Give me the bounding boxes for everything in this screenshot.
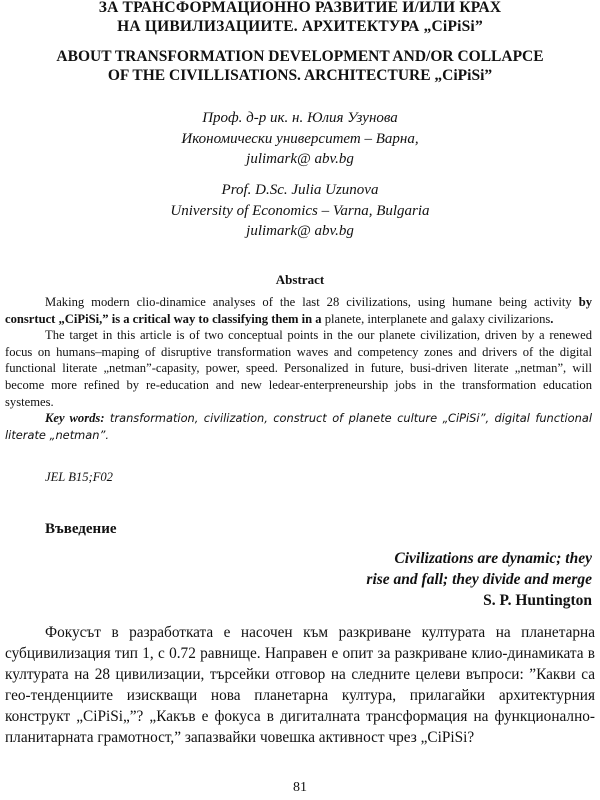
title-bg-line-2: НА ЦИВИЛИЗАЦИИТЕ. АРХИТЕКТУРА „CiPiSi”: [117, 18, 483, 35]
abstract-heading: Abstract: [275, 272, 325, 287]
title-en-line-2: OF THE CIVILLISATIONS. ARCHITECTURE „CiPiSi”: [107, 67, 493, 84]
abstract-p1-part-a: Making modern clio-dinamice analyses of the last 28 civilizations, using humane being activity: [45, 295, 579, 309]
abstract-paragraph-2: The target in this article is of two conceptual points in the our planete civilization, driven by a renewed focus on humans–maping of disruptive transformation waves and competency zones and drivers of the digital functional literate „netman”-capasity, power, speed. Personalized in future, busi-driven literate „netman”, will become more refined by re-education and new ledear-enterpreneurship jobs in the transformation education systemes.: [5, 328, 592, 409]
title-bg-line-1: ЗА ТРАНСФОРМАЦИОННО РАЗВИТИЕ И/ИЛИ КРАХ: [98, 0, 502, 16]
jel-codes: JEL B15;F02: [45, 470, 113, 484]
author-english: [0, 180, 600, 242]
epigraph-line-1: Civilizations are dynamic; they: [394, 550, 592, 567]
author-en-email: julimark@ abv.bg: [246, 223, 354, 239]
epigraph-author: S. P. Huntington: [483, 592, 592, 609]
keywords-label: Key words:: [45, 411, 105, 426]
title-english: [0, 47, 600, 85]
author-bg-email: julimark@ abv.bg: [246, 151, 354, 167]
author-bulgarian: [0, 108, 600, 170]
body-text: [5, 622, 595, 748]
epigraph-line-2: rise and fall; they divide and merge: [366, 571, 592, 588]
keywords-text: transformation, civilization, construct of planete culture „CiPiSi”, digital functional literate „netman”.: [5, 411, 592, 442]
abstract-p1-part-c: planete, interplanete and galaxy civilizarions: [321, 311, 551, 326]
section-heading: Въведение: [45, 521, 117, 537]
title-en-line-1: ABOUT TRANSFORMATION DEVELOPMENT AND/OR COLLAPCE: [56, 48, 544, 65]
abstract-p1-bold: by consrtuct „CiPiSi,” is a critical way to classifying them in a: [5, 295, 592, 326]
author-bg-name: Проф. д-р ик. н. Юлия Узунова: [202, 110, 398, 126]
page-number: 81: [293, 780, 307, 795]
title-bulgarian: [0, 0, 600, 36]
author-en-name: Prof. D.Sc. Julia Uzunova: [221, 182, 379, 198]
abstract-paragraph-1: [5, 294, 592, 327]
author-en-affiliation: University of Economics – Varna, Bulgaria: [170, 202, 430, 219]
abstract-body: [5, 294, 592, 443]
author-bg-affiliation: Икономически университет – Варна,: [181, 130, 419, 147]
abstract-p1-end: .: [550, 311, 554, 326]
body-paragraph: Фокусът в разработката е насочен към разкриване културата на планетарна субцивилизация тип 1, с 0.72 равнище. Направен е опит за разкриване клио-динамиката в културата на 28 цивилизации, търсейки отговор на следните целеви въпроси: ”Какви са гео-тенденциите изискващи нова планетарна култура, прилагайки архитектурния конструкт „CiPiSi„”? „Какъв е фокуса в дигиталната трансформация на функционално-планитарната грамотност,” запазвайки човешка активност чрез „CiPiSi?: [5, 624, 595, 746]
epigraph: [32, 548, 592, 611]
keywords: [5, 410, 592, 443]
